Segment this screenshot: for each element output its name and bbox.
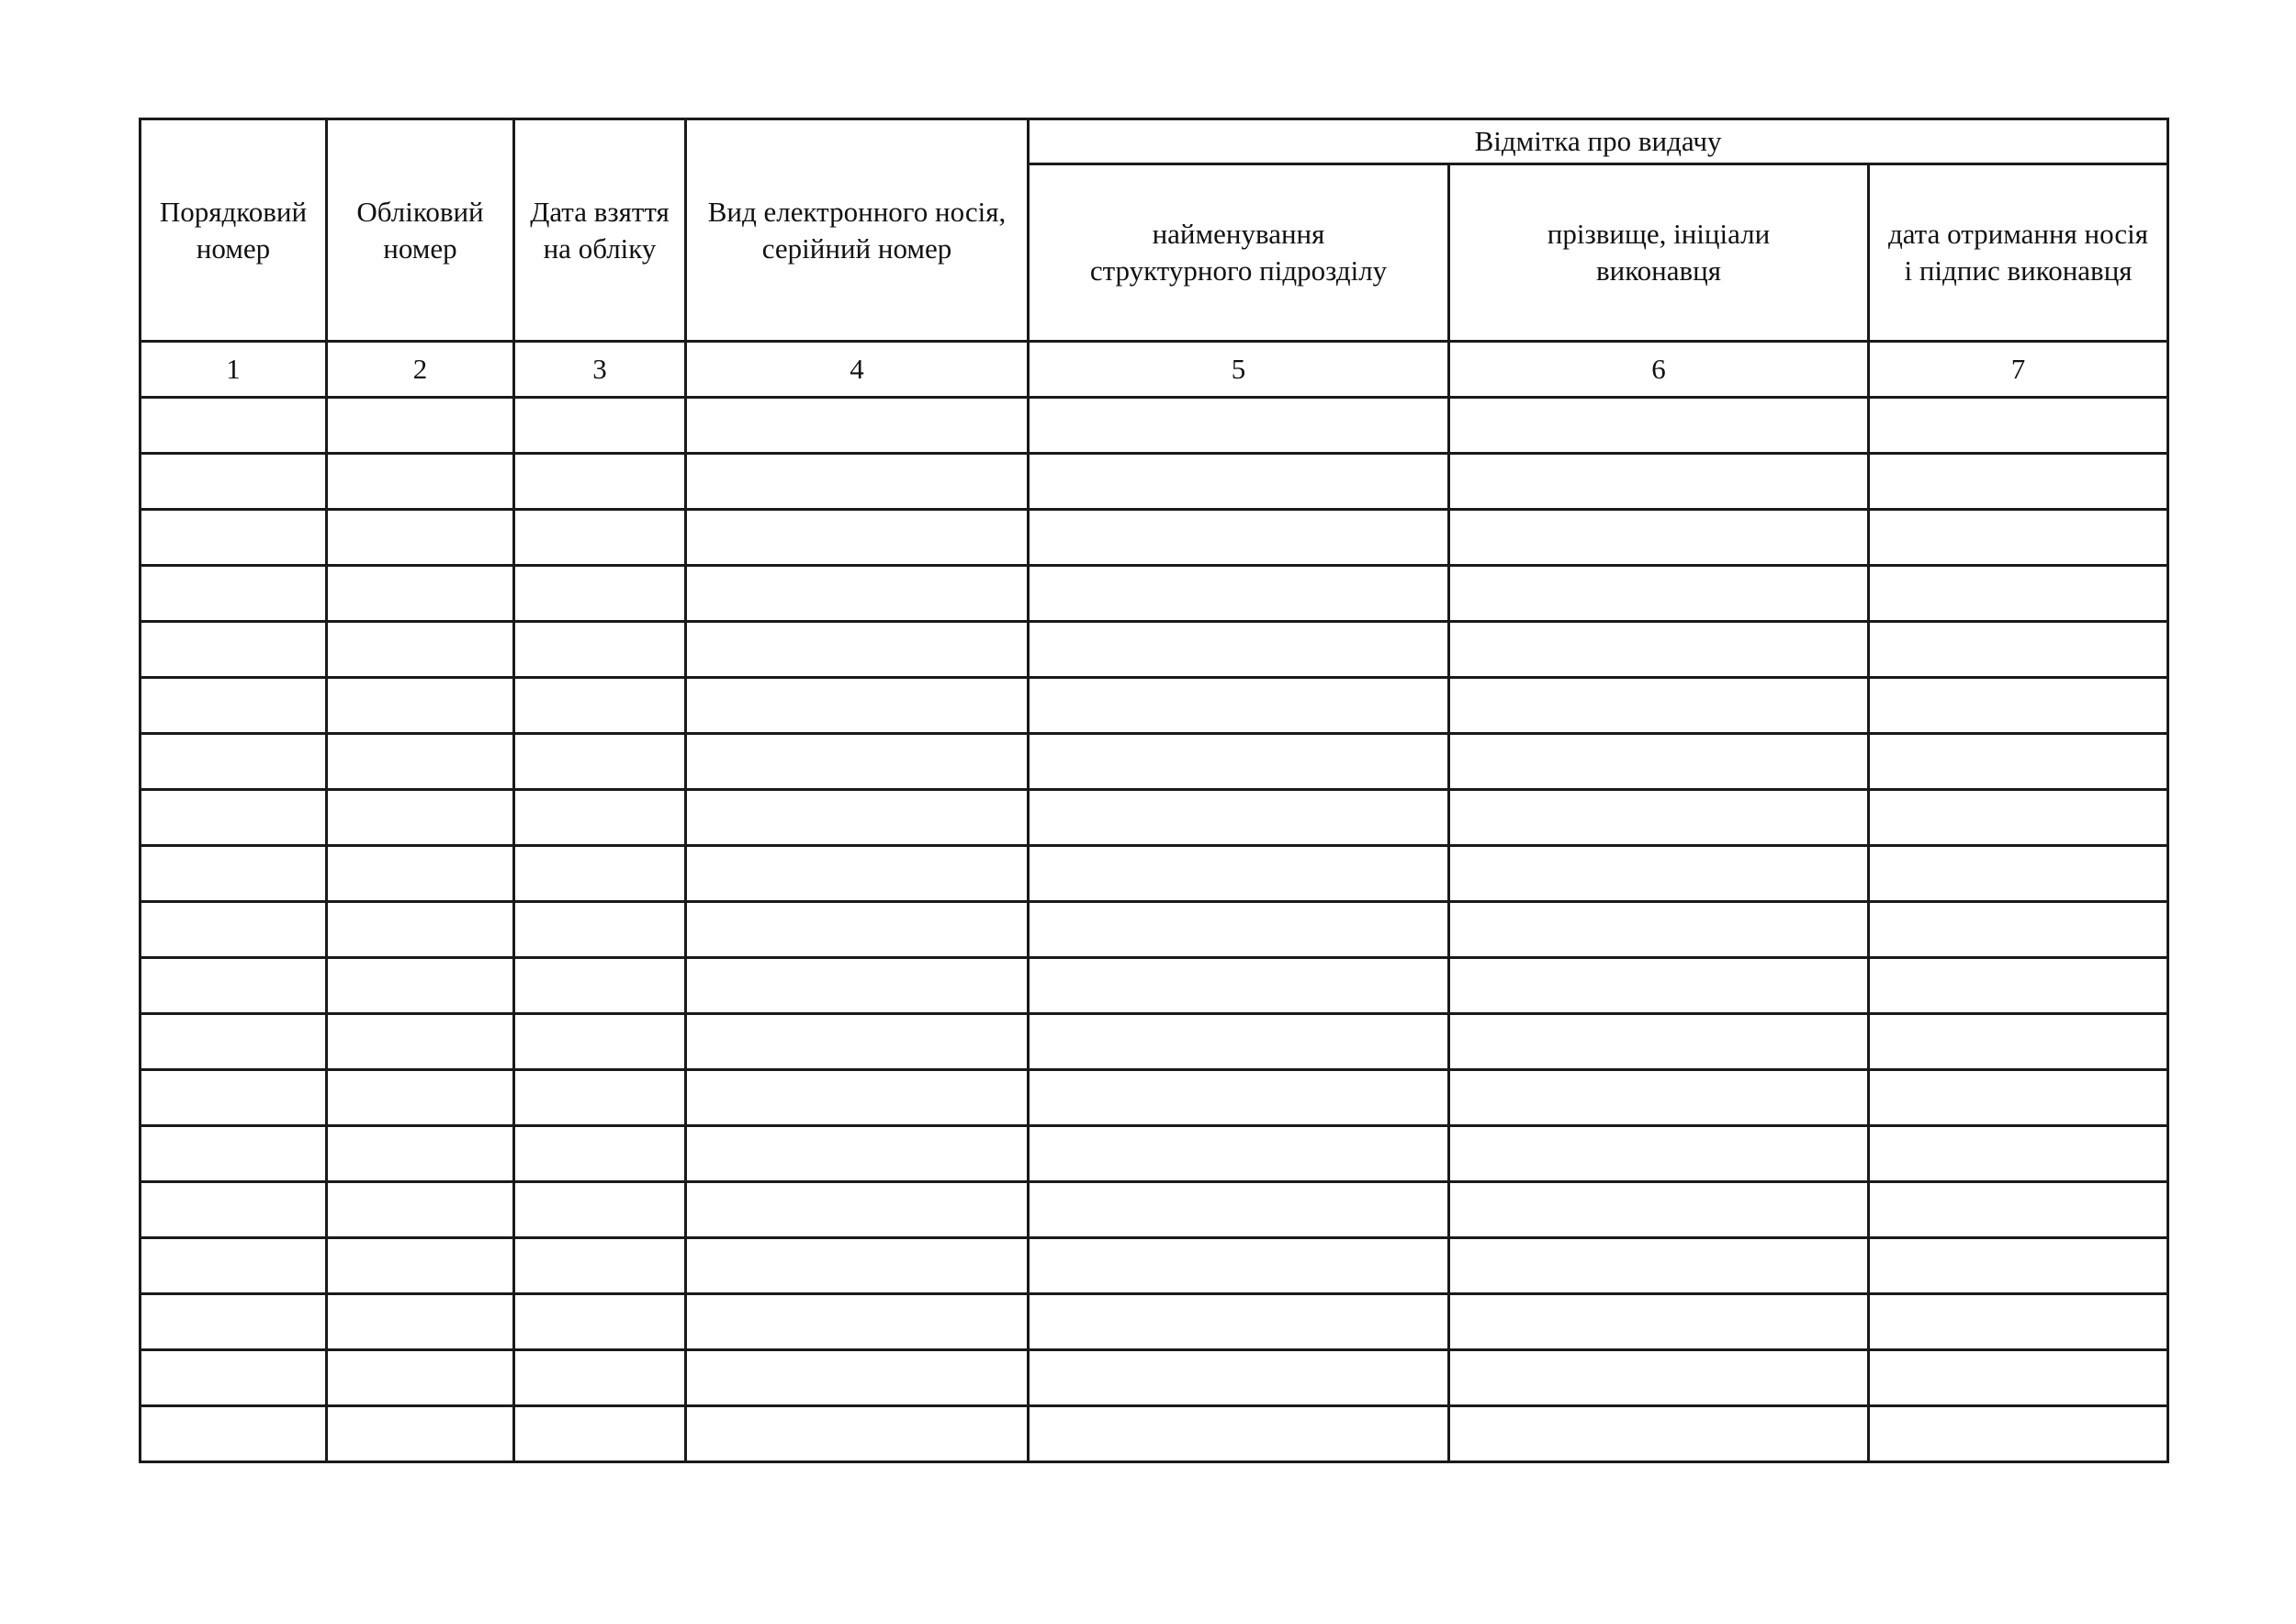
column-number: 6 (1449, 342, 1869, 398)
table-cell (141, 790, 327, 846)
table-cell (327, 846, 514, 902)
table-cell (1029, 622, 1449, 678)
table-row (141, 1294, 2168, 1350)
table-cell (327, 1014, 514, 1070)
table-cell (1869, 790, 2168, 846)
table-cell (514, 678, 686, 734)
table-cell (686, 678, 1029, 734)
column-number: 7 (1869, 342, 2168, 398)
table-cell (514, 1294, 686, 1350)
table-row (141, 1406, 2168, 1462)
column-number: 4 (686, 342, 1029, 398)
table-cell (686, 846, 1029, 902)
table-cell (1029, 1350, 1449, 1406)
table-cell (514, 1350, 686, 1406)
table-cell (327, 678, 514, 734)
table-cell (1029, 1070, 1449, 1126)
table-cell (327, 1238, 514, 1294)
table-row (141, 1014, 2168, 1070)
table-cell (514, 1126, 686, 1182)
table-row (141, 1126, 2168, 1182)
table-cell (1449, 510, 1869, 566)
table-cell (686, 790, 1029, 846)
table-row (141, 1182, 2168, 1238)
table-cell (1449, 566, 1869, 622)
table-cell (514, 454, 686, 510)
column-number: 2 (327, 342, 514, 398)
table-cell (1869, 846, 2168, 902)
header-department-name: найменування структурного підрозділу (1029, 164, 1449, 342)
header-media-type: Вид електронного носія, серійний номер (686, 119, 1029, 342)
table-cell (1029, 902, 1449, 958)
table-cell (1029, 790, 1449, 846)
table-cell (514, 622, 686, 678)
column-number: 1 (141, 342, 327, 398)
table-cell (514, 1070, 686, 1126)
table-cell (686, 734, 1029, 790)
table-cell (686, 454, 1029, 510)
table-row (141, 846, 2168, 902)
table-cell (1449, 1070, 1869, 1126)
table-cell (686, 1406, 1029, 1462)
table-row (141, 454, 2168, 510)
table-cell (141, 398, 327, 454)
table-cell (327, 1126, 514, 1182)
table-cell (1029, 958, 1449, 1014)
table-cell (1449, 1294, 1869, 1350)
table-cell (1029, 510, 1449, 566)
table-cell (1449, 1182, 1869, 1238)
table-cell (1449, 1350, 1869, 1406)
table-cell (514, 566, 686, 622)
table-cell (327, 510, 514, 566)
table-cell (514, 902, 686, 958)
table-cell (1869, 1406, 2168, 1462)
column-number: 5 (1029, 342, 1449, 398)
table-row (141, 398, 2168, 454)
table-row (141, 1238, 2168, 1294)
table-cell (1449, 958, 1869, 1014)
table-cell (327, 1182, 514, 1238)
table-cell (686, 510, 1029, 566)
header-executor-name: прізвище, ініціали виконавця (1449, 164, 1869, 342)
table-cell (1869, 958, 2168, 1014)
table-cell (1869, 454, 2168, 510)
table-cell (327, 1350, 514, 1406)
table-cell (1869, 734, 2168, 790)
table-cell (514, 734, 686, 790)
table-cell (514, 790, 686, 846)
table-cell (686, 1070, 1029, 1126)
table-cell (1869, 1014, 2168, 1070)
table-cell (514, 510, 686, 566)
table-cell (1869, 1294, 2168, 1350)
table-cell (1449, 1014, 1869, 1070)
table-cell (686, 1238, 1029, 1294)
table-cell (327, 1406, 514, 1462)
table-cell (1029, 566, 1449, 622)
register-table (139, 118, 2169, 1463)
table-cell (686, 566, 1029, 622)
table-cell (1029, 734, 1449, 790)
table-cell (686, 1126, 1029, 1182)
table-cell (1029, 1294, 1449, 1350)
table-cell (327, 1294, 514, 1350)
table-row (141, 1350, 2168, 1406)
table-cell (141, 846, 327, 902)
table-cell (1029, 454, 1449, 510)
table-cell (1869, 1126, 2168, 1182)
table-cell (1029, 398, 1449, 454)
table-row (141, 902, 2168, 958)
table-cell (1029, 1126, 1449, 1182)
table-cell (1869, 1182, 2168, 1238)
table-cell (327, 1070, 514, 1126)
table-cell (1869, 1350, 2168, 1406)
column-number: 3 (514, 342, 686, 398)
table-cell (141, 1070, 327, 1126)
table-cell (1449, 678, 1869, 734)
table-cell (141, 1406, 327, 1462)
table-cell (1449, 1126, 1869, 1182)
table-cell (141, 1182, 327, 1238)
table-cell (327, 958, 514, 1014)
column-number-row (141, 342, 2168, 398)
table-row (141, 734, 2168, 790)
table-cell (1449, 1238, 1869, 1294)
table-cell (141, 734, 327, 790)
table-cell (686, 1294, 1029, 1350)
table-cell (141, 678, 327, 734)
table-cell (1029, 1182, 1449, 1238)
table-cell (1449, 622, 1869, 678)
table-cell (1029, 846, 1449, 902)
table-cell (514, 398, 686, 454)
table-cell (1449, 398, 1869, 454)
table-cell (141, 454, 327, 510)
table-cell (327, 790, 514, 846)
table-cell (1029, 1014, 1449, 1070)
table-cell (1869, 1070, 2168, 1126)
table-cell (1869, 510, 2168, 566)
table-cell (141, 1294, 327, 1350)
table-cell (141, 622, 327, 678)
table-cell (514, 958, 686, 1014)
table-cell (1449, 902, 1869, 958)
table-cell (327, 454, 514, 510)
table-cell (1869, 622, 2168, 678)
table-cell (327, 902, 514, 958)
table-cell (514, 1406, 686, 1462)
table-row (141, 1070, 2168, 1126)
table-cell (1869, 1238, 2168, 1294)
table-cell (1449, 846, 1869, 902)
table-cell (1449, 790, 1869, 846)
table-cell (686, 1350, 1029, 1406)
table-cell (514, 846, 686, 902)
table-cell (1029, 1406, 1449, 1462)
table-cell (514, 1014, 686, 1070)
table-cell (1869, 902, 2168, 958)
table-row (141, 958, 2168, 1014)
table-cell (1869, 678, 2168, 734)
table-cell (141, 1014, 327, 1070)
table-cell (141, 958, 327, 1014)
table-cell (1869, 398, 2168, 454)
table-cell (1449, 454, 1869, 510)
table-cell (141, 510, 327, 566)
table-cell (1029, 1238, 1449, 1294)
table-cell (141, 1350, 327, 1406)
table-cell (141, 1126, 327, 1182)
header-registration-date: Дата взяття на обліку (514, 119, 686, 342)
header-receipt-date-signature: дата отримання носія і підпис виконавця (1869, 164, 2168, 342)
table-cell (1449, 1406, 1869, 1462)
table-row (141, 790, 2168, 846)
table-cell (514, 1238, 686, 1294)
table-cell (327, 622, 514, 678)
table-cell (686, 902, 1029, 958)
header-account-number: Обліковий номер (327, 119, 514, 342)
table-cell (327, 566, 514, 622)
table-cell (141, 1238, 327, 1294)
table-row (141, 678, 2168, 734)
table-cell (514, 1182, 686, 1238)
table-cell (141, 566, 327, 622)
table-cell (327, 734, 514, 790)
table-cell (1869, 566, 2168, 622)
table-cell (327, 398, 514, 454)
table-row (141, 510, 2168, 566)
table-cell (686, 1182, 1029, 1238)
header-issue-mark-group: Відмітка про видачу (1029, 119, 2168, 164)
table-cell (686, 1014, 1029, 1070)
table-cell (686, 398, 1029, 454)
table-cell (141, 902, 327, 958)
table-row (141, 566, 2168, 622)
header-sequence-number: Порядковий номер (141, 119, 327, 342)
table-cell (1029, 678, 1449, 734)
table-row (141, 622, 2168, 678)
table-cell (686, 958, 1029, 1014)
table-cell (1449, 734, 1869, 790)
table-cell (686, 622, 1029, 678)
